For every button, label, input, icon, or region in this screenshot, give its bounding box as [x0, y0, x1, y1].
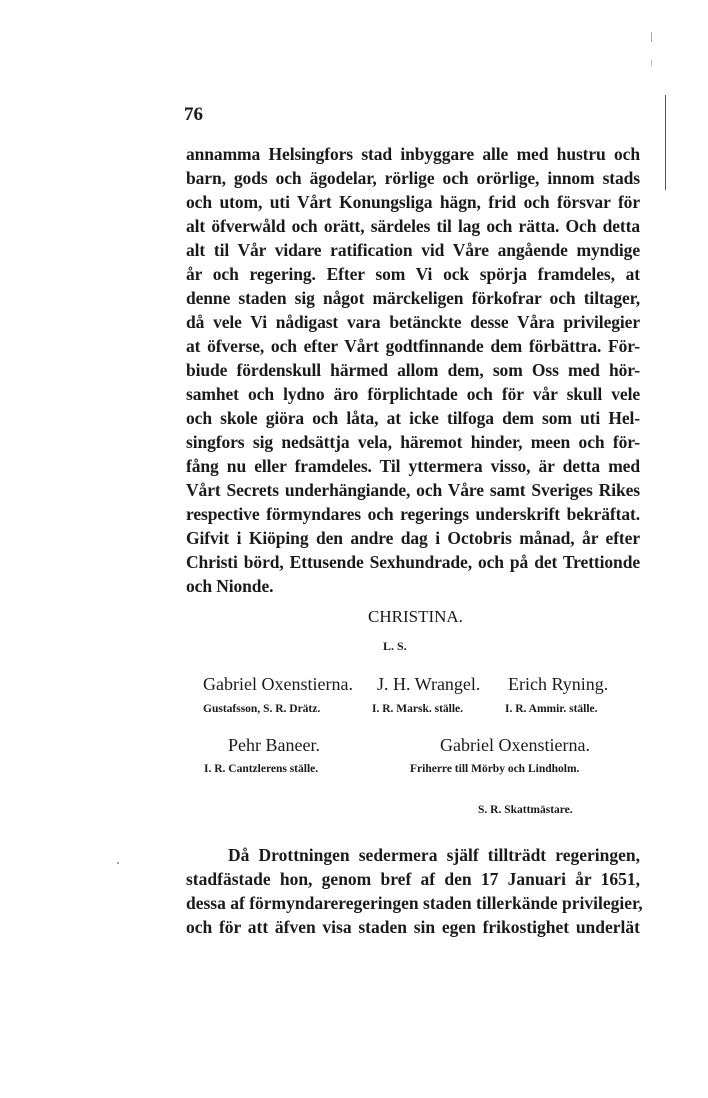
signature-title: Friherre till Mörby och Lindholm.	[410, 763, 580, 775]
signature-name: Gabriel Oxenstierna.	[203, 674, 353, 694]
body-line: och utom, uti Vårt Konungsliga hägn, frid och försvar för	[186, 192, 640, 212]
body-line: år och regering. Efter som Vi ock spörja framdeles, at	[186, 264, 640, 284]
signature-title: I. R. Marsk. ställe.	[372, 703, 464, 715]
body-line: Christi börd, Ettusende Sexhundrade, och på det Trettionde	[186, 552, 640, 572]
body-line: denne staden sig något märckeligen förkofrar och tiltager,	[186, 288, 640, 308]
body-line: och skole giöra och låta, at icke tilfoga dem som uti Hel-	[186, 408, 640, 428]
signature-name: Gabriel Oxenstierna.	[440, 735, 590, 755]
body-line: at öfverse, och efter Vårt godtfinnande dem förbättra. För-	[186, 336, 640, 356]
body-line: alt til Vår vidare ratification vid Våre angående myndige	[186, 240, 640, 260]
signature-title: Gustafsson, S. R. Drätz.	[203, 703, 321, 715]
scan-edge-mark	[665, 95, 666, 190]
body-line: då vele Vi nådigast vara betänckte desse Våra privilegier	[186, 312, 640, 332]
signature-name: J. H. Wrangel.	[377, 674, 481, 694]
body-text	[186, 142, 640, 598]
signature-title: I. R. Ammir. ställe.	[505, 703, 598, 715]
scan-speck	[117, 862, 119, 864]
body-line: annamma Helsingfors stad inbyggare alle med hustru och	[186, 144, 640, 164]
body-line: barn, gods och ägodelar, rörlige och orörlige, innom stads	[186, 168, 640, 188]
body-line: samhet och lydno äro förplichtade och för vår skull vele	[186, 384, 640, 404]
body-line: och för att äfven visa staden sin egen frikostighet underlät	[186, 917, 640, 937]
body-line: Vårt Secrets underhängiande, och Våre samt Sveriges Rikes	[186, 480, 640, 500]
body-line: respective förmyndares och regerings underskrift bekräftat.	[186, 504, 640, 524]
body-line: fång nu eller framdeles. Til yttermera visso, är detta med	[186, 456, 640, 476]
seal-mark: L. S.	[383, 639, 407, 653]
signature-title: S. R. Skattmästare.	[478, 804, 573, 816]
body-line: singfors sig nedsättja vela, häremot hinder, meen och för-	[186, 432, 640, 452]
body-line: stadfästade hon, genom bref af den 17 Januari år 1651,	[186, 869, 640, 889]
signature-title: I. R. Cantzlerens ställe.	[204, 763, 319, 775]
signature-name: Erich Ryning.	[508, 674, 609, 694]
body-line: Gifvit i Kiöping den andre dag i Octobris månad, år efter	[186, 528, 640, 548]
body-line: biude fördenskull härmed allom dem, som Oss med hör-	[186, 360, 640, 380]
signature-name: Pehr Baneer.	[228, 735, 320, 755]
scan-edge-mark	[651, 32, 652, 42]
body-line: Då Drottningen sedermera själf tillträdt regeringen,	[228, 845, 640, 865]
scan-edge-mark	[651, 60, 652, 66]
paragraph-2	[186, 843, 643, 939]
body-line: alt öfverwåld och orätt, särdeles til lag och rätta. Och detta	[186, 216, 640, 236]
body-line: och Nionde.	[186, 576, 274, 596]
sovereign-signature: CHRISTINA.	[368, 607, 463, 626]
page-number: 76	[184, 104, 203, 125]
body-line: dessa af förmyndareregeringen staden tillerkände privilegier,	[186, 893, 643, 913]
